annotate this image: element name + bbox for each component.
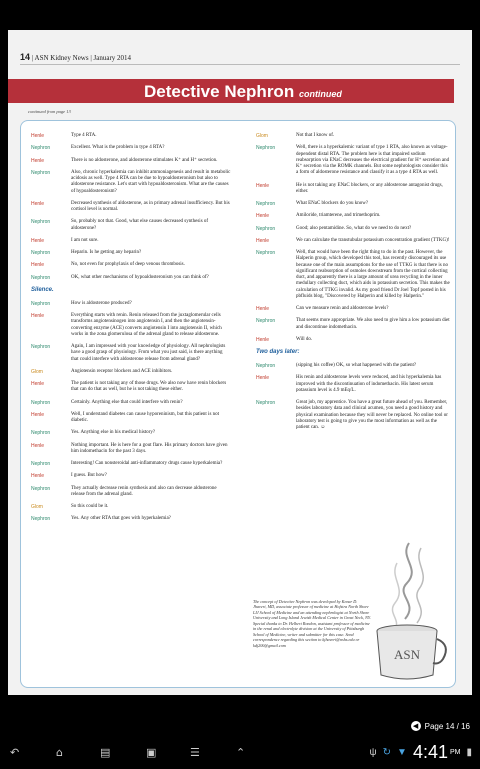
speaker-name: Glom bbox=[31, 368, 43, 375]
magazine-page bbox=[8, 30, 472, 695]
speaker-name: Glom bbox=[31, 504, 43, 510]
publication-name: ASN Kidney News bbox=[34, 54, 89, 62]
dialogue-line bbox=[31, 170, 231, 195]
dialogue-line bbox=[256, 375, 451, 394]
speaker-name: Henle bbox=[31, 381, 45, 387]
dialogue-card bbox=[20, 120, 456, 688]
menu-icon[interactable]: ☰ bbox=[190, 746, 200, 759]
dialogue-line bbox=[256, 250, 451, 300]
section-heading: Silence. bbox=[31, 286, 54, 293]
page-header: 14 | ASN Kidney News | January 2014 bbox=[20, 52, 460, 65]
speaker-name: Henle bbox=[256, 375, 270, 382]
speaker-name: Nephron bbox=[256, 400, 276, 406]
right-column bbox=[256, 133, 451, 437]
dialogue-line bbox=[31, 238, 231, 244]
dialogue-line bbox=[31, 473, 231, 479]
dialogue-text: Interesting! Can nonsteroidal anti-inflammatory drugs cause hyperkalemia? bbox=[71, 461, 223, 466]
continued-label: continued bbox=[298, 89, 342, 99]
dialogue-text: Type 4 RTA. bbox=[71, 133, 97, 138]
speaker-name: Nephron bbox=[256, 201, 276, 207]
chevron-left-icon[interactable]: ◀ bbox=[411, 721, 421, 731]
speaker-name: Nephron bbox=[256, 225, 276, 232]
dialogue-text: Nothing important. He is here for a gout flare. His primary doctors have given him indomethacin for the past 3 days. bbox=[71, 442, 228, 454]
speaker-name: Henle bbox=[31, 262, 45, 269]
dialogue-line bbox=[256, 226, 451, 232]
dialogue-line bbox=[31, 219, 231, 232]
dialogue-text: They actually decrease renin synthesis and also can decrease aldosterone release from the adrenal gland. bbox=[71, 485, 217, 497]
credit-note: The concept of Detective Nephron was developed by Kenar D. Jhaveri, MD, associate professor of medicine at Hofstra North Shore LIJ School of Medicine and an attending nephrologist at North Shore University and Long Island Jewish Medical Center in Great Neck, NY. Special thanks to Dr. Helbert Rondon, assistant professor of medicine in the renal and electrolyte division at the University of Pittsburgh School of Medicine, writer and submitter for this case. Send correspondence regarding this section to kjhaveri@nshs.edu or kdj200@gmail.com bbox=[253, 599, 371, 648]
speaker-name: Nephron bbox=[31, 399, 51, 406]
dialogue-text: Yes. Any other RTA that goes with hyperkalemia? bbox=[71, 516, 171, 522]
dialogue-text: I am not sure. bbox=[71, 237, 99, 243]
dialogue-line bbox=[256, 145, 451, 176]
recent-apps-icon[interactable]: ▤ bbox=[100, 746, 111, 759]
dialogue-text: We can calculate the transtubular potassium concentration gradient (TTKG)! bbox=[296, 237, 450, 243]
dialogue-line bbox=[31, 461, 231, 467]
dialogue-line bbox=[256, 213, 451, 219]
speaker-name: Nephron bbox=[31, 145, 51, 152]
clock-ampm: PM bbox=[449, 749, 461, 756]
dialogue-text: Amiloride, triamterene, and trimethoprim. bbox=[296, 213, 381, 219]
screenshot-icon[interactable]: ▣ bbox=[146, 746, 157, 759]
dialogue-line bbox=[31, 412, 231, 425]
dialogue-line bbox=[256, 400, 451, 431]
speaker-name: Nephron bbox=[31, 250, 51, 256]
speaker-name: Nephron bbox=[31, 516, 51, 523]
speaker-name: Nephron bbox=[256, 145, 276, 152]
dialogue-line bbox=[31, 516, 231, 522]
dialogue-text: No, not even for prophylaxis of deep venous thrombosis. bbox=[71, 262, 185, 268]
dialogue-text: Will do. bbox=[296, 336, 313, 342]
dialogue-text: Excellent. What is the problem in type 4 RTA? bbox=[71, 145, 165, 151]
speaker-name: Henle bbox=[31, 411, 45, 418]
speaker-name: Henle bbox=[256, 182, 270, 189]
page-counter: Page 14 / 16 bbox=[424, 721, 470, 731]
speaker-name: Henle bbox=[256, 336, 270, 343]
dialogue-line bbox=[256, 337, 451, 343]
dialogue-text: Great job, my apprentice. You have a great future ahead of you. Remember, besides laboratory data and clinical acumen, you need a good history and physical examination because they will never be replaced. No online tool or laboratory test is going to give you the most information as well as the patient can. ☺ bbox=[296, 400, 448, 430]
dialogue-line bbox=[31, 313, 231, 338]
speaker-name: Henle bbox=[256, 237, 270, 244]
dialogue-text: There is no aldosterone, and aldosterone stimulates K⁺ and H⁺ secretion. bbox=[71, 157, 218, 163]
dialogue-line bbox=[31, 430, 231, 436]
system-nav-bar bbox=[0, 738, 480, 769]
reader-top-bar bbox=[0, 0, 480, 30]
dialogue-text: Can we measure renin and aldosterone levels? bbox=[296, 306, 389, 311]
speaker-name: Henle bbox=[31, 442, 45, 449]
page-indicator bbox=[411, 721, 470, 731]
page-number: 14 bbox=[20, 52, 31, 62]
dialogue-text: Well, that would have been the right thing to do in the past. However, the Halperin group, which developed this tool, has recently discouraged its use because one of the main assumptions for the use of TTKG is that there is no significant reabsorption of osmoles downstream from the cortical collecting duct, and apparently there is a large amount of urea recycling in the inner medullary collecting duct, which aids in potassium secretion. This makes the calculation of TTKG invalid. As my good friend Dr Joel Topf posted in his pbfluids blog, "Discovered by Halperin and killed by Halperin." bbox=[296, 250, 450, 299]
dialogue-line bbox=[256, 183, 451, 196]
speaker-name: Nephron bbox=[256, 363, 276, 369]
dialogue-text: His renin and aldosterone levels were reduced, and his hyperkalemia has improved with the discontinuation of indomethacin. His latest serum potassium level is 4.9 mEq/L. bbox=[296, 375, 442, 393]
dialogue-line bbox=[256, 318, 451, 331]
dialogue-text: That seems more appropriate. We also need to give him a low potassium diet and discontinue indomethacin. bbox=[296, 318, 450, 330]
speaker-name: Nephron bbox=[31, 461, 51, 467]
battery-icon: ▮ bbox=[466, 747, 472, 758]
dialogue-line bbox=[31, 158, 231, 164]
section-heading: Two days later: bbox=[256, 349, 300, 355]
dialogue-text: Everything starts with renin. Renin released from the juxtaglomerular cells transforms angiotensinogen into angiotensin I, and then the angiotensin-converting enzyme (ACE) converts angiotensin I into angiotensin II, which works in the zona glomerulosa of the adrenal gland to release aldosterone. bbox=[71, 313, 222, 337]
continued-note: continued from page 13 bbox=[28, 109, 71, 114]
dialogue-line bbox=[31, 443, 231, 456]
dialogue-line bbox=[31, 381, 231, 394]
coffee-mug-illustration bbox=[371, 533, 449, 683]
dialogue-text: He is not taking any ENaC blockers, or any aldosterone antagonist drugs, either. bbox=[296, 182, 443, 194]
mug-label: ASN bbox=[393, 647, 421, 662]
dialogue-line bbox=[31, 145, 231, 151]
title-banner bbox=[8, 79, 454, 103]
dialogue-line bbox=[256, 363, 451, 369]
dialogue-line bbox=[31, 400, 231, 406]
dialogue-line bbox=[31, 344, 231, 363]
speaker-name: Nephron bbox=[31, 169, 51, 176]
status-area bbox=[370, 742, 473, 763]
dialogue-line bbox=[31, 201, 231, 214]
speaker-name: Nephron bbox=[31, 274, 51, 281]
speaker-name: Nephron bbox=[256, 250, 276, 256]
speaker-name: Henle bbox=[31, 200, 45, 207]
left-column bbox=[31, 133, 231, 529]
dialogue-text: Not that I know of. bbox=[296, 133, 335, 138]
dialogue-line bbox=[256, 201, 451, 207]
dialogue-text: Yes. Anything else in his medical history? bbox=[71, 430, 156, 436]
dialogue-line bbox=[31, 369, 231, 375]
dialogue-line bbox=[256, 133, 451, 139]
page-controls bbox=[0, 718, 480, 738]
dialogue-line bbox=[256, 306, 451, 312]
dialogue-line bbox=[31, 504, 231, 510]
dialogue-text: I guess. But how? bbox=[71, 473, 107, 479]
speaker-name: Henle bbox=[256, 306, 270, 312]
speaker-name: Nephron bbox=[31, 344, 51, 350]
dialogue-text: Heparin. Is he getting any heparin? bbox=[71, 250, 142, 255]
dialogue-line bbox=[31, 275, 231, 281]
speaker-name: Henle bbox=[31, 133, 45, 139]
dialogue-line bbox=[31, 301, 231, 307]
sync-icon: ↻ bbox=[382, 747, 392, 758]
speaker-name: Henle bbox=[31, 313, 45, 319]
back-icon[interactable]: ↶ bbox=[10, 746, 20, 759]
article-title: Detective Nephron continued bbox=[144, 82, 342, 101]
dialogue-line bbox=[31, 133, 231, 139]
issue-date: January 2014 bbox=[93, 54, 132, 62]
chevron-up-icon[interactable]: ⌃ bbox=[236, 746, 246, 759]
speaker-name: Henle bbox=[31, 237, 45, 244]
dialogue-text: Angiotensin receptor blockers and ACE inhibitors. bbox=[71, 368, 173, 374]
dialogue-text: Again, I am impressed with your knowledge of physiology. All nephrologists have a good grasp of physiology. From what you just said, is there anything that could interfere with aldosterone release from adrenal gland? bbox=[71, 344, 226, 362]
speaker-name: Henle bbox=[31, 157, 45, 164]
dialogue-text: Certainly. Anything else that could interfere with renin? bbox=[71, 399, 183, 405]
speaker-name: Glom bbox=[256, 133, 268, 139]
dialogue-text: How is aldosterone produced? bbox=[71, 300, 132, 306]
dialogue-text: Decreased synthesis of aldosterone, as in primary adrenal insufficiency. But his cortisol level is normal. bbox=[71, 200, 230, 212]
usb-icon: ψ bbox=[369, 747, 377, 758]
dialogue-text: Also, chronic hyperkalemia can inhibit ammoniagenesis and result in metabolic acidosis as well. Type 4 RTA can be due to hypoaldosteronism but also to aldosterone resistance. Let's start with hypoaldosteronism. What are the causes of hypoaldosteronism? bbox=[71, 169, 231, 194]
dialogue-line bbox=[31, 250, 231, 256]
speaker-name: Henle bbox=[256, 213, 270, 220]
dialogue-line bbox=[31, 262, 231, 268]
wifi-icon: ▼ bbox=[397, 747, 407, 758]
speaker-name: Henle bbox=[31, 473, 45, 480]
dialogue-text: OK, what other mechanisms of hypoaldosteronism you can think of? bbox=[71, 274, 209, 280]
speaker-name: Nephron bbox=[31, 300, 51, 307]
speaker-name: Nephron bbox=[31, 430, 51, 437]
dialogue-line bbox=[31, 486, 231, 499]
dialogue-text: So, probably not that. Good, what else causes decreased synthesis of aldosterone? bbox=[71, 219, 209, 231]
dialogue-text: What ENaC blockers do you know? bbox=[296, 201, 369, 206]
speaker-name: Nephron bbox=[256, 318, 276, 325]
dialogue-text: So this could be it. bbox=[71, 504, 109, 509]
clock: 4:41 bbox=[412, 742, 448, 762]
speaker-name: Nephron bbox=[31, 485, 51, 492]
speaker-name: Nephron bbox=[31, 219, 51, 226]
dialogue-text: Well, there is a hyperkalemic variant of type 1 RTA, also known as voltage-dependent distal RTA. The problem here is that impaired sodium reabsorption via ENaC decreases the electrical gradient for H⁺ secretion and K⁺ secretion via the ROMK channels. But some nephrologists consider this a form of aldosterone resistance and classify it as a type 4 RTA as well. bbox=[296, 145, 450, 176]
dialogue-text: The patient is not taking any of those drugs. We also now have renin blockers that can do that as well, but he is not taking these either. bbox=[71, 381, 227, 393]
dialogue-text: (sipping his coffee) OK, so what happened with the patient? bbox=[296, 363, 417, 368]
home-icon[interactable]: ⌂ bbox=[56, 746, 63, 759]
dialogue-text: Good; also pentamidine. So, what do we need to do next? bbox=[296, 225, 412, 231]
dialogue-line bbox=[256, 238, 451, 244]
dialogue-text: Well, I understand diabetes can cause hyporeninism, but this patient is not diabetic. bbox=[71, 411, 220, 423]
